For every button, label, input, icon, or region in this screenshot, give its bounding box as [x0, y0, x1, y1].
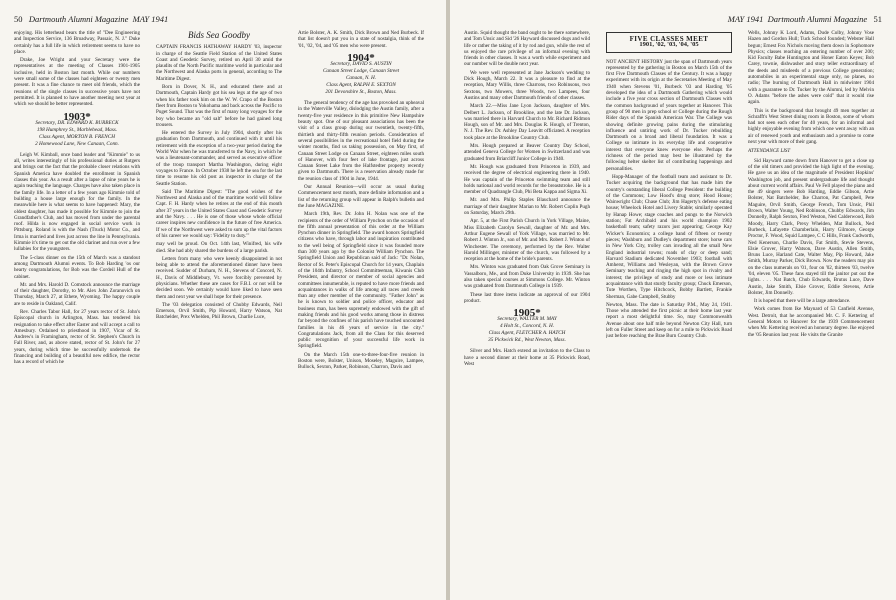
paragraph: Mr. and Mrs. Harold D. Comstock announce the marriage of their daughter, Dorothy, to Mr. Alex John Zoranovich on Thursday, March 27, at Ethete, Wyoming. The happy couple are to reside in Oakland, Calif.: [14, 281, 140, 307]
paragraph: Letters from many who were keenly disappointed in not being able to attend the aforementioned dinner have been received. Sudder of Durham, N. H., Stevens of Concord, N. H., Davis of Middlebury, Vt. were forcibly prevented by physicians. Whether these are cases for F.B.I. or not will be decided soon. We certainly would have liked to have seen them and next year we shall hope for their presence.: [156, 255, 282, 300]
paragraph: Born in Dover, N. H., and educated there and at Dartmouth, Captain Hardy got his sea legs at the age of two when his father took him on the W. W. Crapo of the Boston fleet from Boston to Yokohama and back across the Pacific to Puget Sound. That was the first of many long voyages for the boy who became an "old salt" before he had gained long trousers.: [156, 84, 282, 128]
paragraph: Austin. Squid thought the band ought to be there somewhere, and Tom Unsic and Sid '26 Hayward discussed dogs and wild life or rather the taking of it by rod and gun, while the rest of us enjoyed the rare privilege of an informal evening with friends in other classes. It was a worth while experiment and our number will be double next year.: [464, 30, 590, 68]
paragraph: The '03 delegation consisted of Chubby Edwards, Neil Emerson, Orvil Smith, Pip Howard, Harry Watson, Nat Batchelder, Prex Whelden, Phil Brown, Charlie Luce,: [156, 301, 282, 321]
paragraph: Work comes from Ike Maynard of 53 Canfield Avenue, West. Detroit, that he accompanied Mr. C. F. Kettering of General Motors to Hanover for the 1939 Commencement when Mr. Kettering received an honorary degree. Ike enjoyed the '05 Reunion last year. He visits the Granite: [748, 306, 874, 338]
right-page-header: [728, 14, 882, 24]
attendance-list: Sid Hayward came down from Hanover to get a close up of the old timers and provided the high light of the evening. He gave us an idea of the magnitude of President Hopkins' Washington job, and present undergraduate life and thought about current world affairs. Paul Ve Fell played the piano and the 49 singers were Bob Harding, Eddie Gibson, Artie Bolster, Nat Batchelder, Ike Charron, Pat Campbell, Pete Maguire, Orvil Smith, George French, Tom Unsic, Phil Brown, Walter Young, Ned Robinson, Chubby Edwards, Jim Donnelly, Ralph Sexton, Fred Weston, Ned Calderwood, Bob Moody, Harry Clark, Prexy Whelden, Mat Bullock, Ned Burbeck, Lafayette Chamberlain, Harry Gilmore, George Proctor, F. Wood, Squid Lampee, C C Hills, Frank Cudworth, Ned Kenerson, Charlie Davis, Fat Smith, Stevie Stevens, Elsie Grover, Harry Watson, Dave Austin, Allen Smith, Bruns Luce, Harland Cate, Walter May, Pip Howard, Jake Smith, Murray Parker, Dick Brown. Now the readers may pin on the class numerals on '01, four on '02, thirteen '03, twelve '04, eleven '05. These fans stayed till the janitor put out the lights. . . . Nat Batch, Chub Edwards, Brutus Luce, Dave Austin, Jake Smith, Elsie Grover, Eddie Stevens, Artie Bolster, Jim Donnelly.: [748, 157, 874, 296]
paragraph: March 22.—Miss Jane Lyon Jackson, daughter of Mrs. Delbert L. Jackson, of Brookline, and the late Dr. Jackson, was married there in Harvard Church to Mr. Richard Ridmon Hough, son of Mr. and Mrs. Douglas R. Hough, of Trenton, N. J. The Rev. Dr. Ashley Day Leavitt officiated. A reception took place at the Brookline Country Club.: [464, 103, 590, 141]
class-secretary: Secretary, DR. EDWARD K. BURBECK: [35, 119, 119, 126]
page-number: 51: [873, 14, 882, 24]
left-page-header: [14, 14, 168, 24]
class-secretary-address: 198 Humphrey St., Marblehead, Mass.: [36, 126, 118, 133]
column-left-2: [156, 30, 282, 590]
paragraph: This is the background that brought 49 men together at Schrafft's West Street dining room in Boston, some of whom had not seen each other for 40 years, for an informal and highly enjoyable evening from which one went away with an air of renewed youth and enthusiasm and a promise to come next year with more of their gang.: [748, 107, 874, 146]
class-heading-1904: [298, 51, 424, 96]
article-heading: Bids Sea Goodby: [188, 30, 250, 40]
magazine-title: Dartmouth Alumni Magazine: [28, 14, 129, 24]
right-page: [450, 0, 896, 600]
class-secretary: Secretary, WALTER M. MAY: [497, 316, 557, 323]
paragraph: Our Annual Reunion—will occur as usual during Commencement next month, more definite information and a list of the returning group will appear in Ralph's bulletin and the June MAGAZINE.: [298, 184, 424, 209]
paragraph: Mr. Hough was graduated from Princeton in 1939, and received the degree of electrical engineering there in 1940. He was captain of the Princeton swimming team and still holds national and world records for the breaststroke. He is a member of Quadrangle Club, Phi Beta Kappa and Sigma Xi.: [464, 163, 590, 196]
magazine-title: Dartmouth Alumni Magazine: [767, 14, 868, 24]
paragraph: Drake, Joe Wright and your Secretary were the representatives at the meeting of Classes 1901-1905 inclusive, held in Boston last month. While our numbers were small some of the classes had eighteen or twenty men present. It was a fine chance to meet old friends, which the reunions of the single classes in successive years have not permitted. It is planned to have another meeting next year at which we should be better represented.: [14, 57, 140, 108]
paragraph: Silver and Mrs. Hatch extend an invitation to the Class to have a second dinner at their home at 35 Pickwick Road, West: [464, 348, 590, 368]
class-secretary-address: Canaan Street Lodge, Canaan Street: [322, 68, 400, 75]
paragraph: Newton, Mass. The date is Saturday P.M., May 24, 1941. Those who attended the first picnic at their home last year report a most delightful time. So, may Commonwealth Avenue about one half mile beyond Newton City Hall, turn left on Fuller Street and keep on for a mile to Pickwick Road just before reaching the Brae Burn Country Club.: [606, 301, 732, 340]
class-secretary-address: 4 Holt St., Concord, N. H.: [500, 323, 554, 330]
box-title: FIVE CLASSES MEET: [629, 35, 709, 43]
paragraph: CAPTAIN FRANCIS HATHAWAY HARDY '03, inspector in charge of the Seattle Field Station of the United States Coast and Geodetic Survey, retired on April 30 amid the plaudits of the North Pacific maritime world in particular and the Northwest and Alaska ports in general, according to The Maritime Digest.: [156, 44, 282, 82]
issue-date: MAY 1941: [727, 14, 764, 24]
paragraph: Apr. 5, at the First Parish Church in York Village, Maine, Miss Elizabeth Carolyn Sewall, daughter of Mr. and Mrs. Arthur Eugene Sewall of York Village, was married to Mr. Robert J. Winton Jr., son of Mr. and Mrs. Robert J. Winton of Winchester. The ceremony, performed by the Rev. Walter Harold Millinger, minister of the church, was followed by a reception at the home of the bride's parents.: [464, 218, 590, 263]
paragraph: enjoying. His letterhead bears the title of "Dee Engineering and Inspection Service, 136 Broadway, Passaic, N. J." Duke certainly has a full life in which retirement seems to have no place.: [14, 30, 140, 55]
paragraph: Rev. Charles Tabor Hall, for 27 years rector of St. John's Episcopal church in Arlington, Mass. has tendered his resignation to take effect after Easter and will accept a call to Amesbury. Ordained to priesthood in 1907, Vicar of St. Andrew's in Framingham, rector of St. Stephen's Church in Fall River, and, as above stated, rector of St. John's for 27 years, during which time he successfully undertook the financing and building of a beautiful new edifice, the rector has a record of which he: [14, 308, 140, 366]
class-heading-1903: [14, 110, 140, 148]
paragraph: NOT ANCIENT HISTORY just the span of Dartmouth years represented by the gathering in Boston on March 15th of the first Five Dartmouth Classes of the Century. It was a happy experiment with its origin at the Secretaries Meeting of May 1940 when Stevens '01, Burbeck '03 and Harding '05 developed the idea of a Dartmouth Gathering which would include a five year cross section of Dartmouth Classes with the common background of years together at Hanover. This group of 90 men in prep school or College during the Rough Rider days of the Spanish American War. The College was showing definite growing pains during the stimulating influence and untiring work of Dr. Tucker rebuilding Dartmouth on a broad and liberal foundation. It was a College so intimate in its everyday life and cooperative interest that everyone knew everyone else. Perhaps the richness of the period may best be illustrated by the following helter skelter list of contributing happenings and personalities.: [606, 58, 732, 172]
paragraph: Mrs. Hough prepared at Beaver Country Day School, attended Geneva College for Women in Switzerland and was graduated from Briarcliff Junior College in 1940.: [464, 143, 590, 162]
column-left-1: [14, 30, 140, 590]
paragraph: Wells, Johnny K Lord, Adams, Dude Colby, Johnny Vose Hazen and Gordon Hull; Tuck School founded; Webster Hall begun; Ernest Fox Nichols moving them down in Sophomore Physics; classes reaching an entering number of over 200; Kid Faculty Babe Huntington and Honer Eaton Keyes; Bob Carey, townie, dishwasher and story teller extraordinary of the deeds and misdeeds of a previous College generation; automobiles in an experimental stage only, no planes, no radio; The burning of Dartmouth Hall in midwinter 1904 with a guarantee to Dr. Tucker by the Alumni, led by Melvin O. Adams "before the ashes were cold" that it would rise again.: [748, 30, 874, 106]
paragraph: These last three items indicate an approval of our 1904 product.: [464, 291, 590, 304]
page-number: 50: [14, 14, 23, 24]
class-year: 1905*: [513, 307, 541, 320]
paragraph: Mrs. Winton was graduated from Oak Grove Seminary in Vassalboro, Me., and from Duke University in 1939. She has also taken special courses at Simmons College. Mr. Winton was graduated from Dartmouth College in 1939.: [464, 264, 590, 290]
class-agent: Class Agent, RALPH E. SEXTON: [326, 82, 396, 89]
class-year: 1904*: [347, 51, 375, 64]
class-agent-address: 2 Homewood Lane, New Canaan, Conn.: [35, 140, 119, 147]
class-secretary-address-2: Canaan, N. H.: [345, 75, 377, 82]
class-agent: Class Agent, MORTON B. FRENCH: [39, 133, 115, 140]
class-year: 1903*: [63, 110, 91, 123]
column-left-3: [298, 30, 424, 590]
class-agent: Class Agent, FLETCHER A. HATCH: [488, 330, 566, 337]
column-right-1: [464, 30, 590, 590]
attendance-heading: ATTENDANCE LIST: [748, 149, 791, 155]
paragraph: On the March 15th one-to-three-four-five reunion in Boston were, Bolster, Unison, Moseley, Maguire, Lampee, Bullock, Sexton, Parker, Robinson, Charron, Davis and: [298, 351, 424, 371]
paragraph: Mr. and Mrs. Philip Staples Blauchard announce the marriage of their daughter Marian to Mr. Robert Coplin Pugh on Saturday, March 29th.: [464, 197, 590, 217]
column-right-3: [748, 30, 874, 590]
box-subtitle: 1901, '02, '03, '04, '05: [639, 41, 699, 49]
paragraph: Said The Maritime Digest: "The good wishes of the Northwest and Alaska and of the maritime world will follow Capt. F. H. Hardy when he retires at the end of this month after 37 years in the United States Coast and Geodetic Survey and the Navy. . . . He is one of those whose whole official career inspires new confidence in the future of free America. If we of the Northwest were asked to sum up the vital factors of his career we would say: 'Fidelity to duty.'": [156, 188, 282, 239]
class-heading-1905: [464, 307, 590, 344]
paragraph: The general tendency of the age has provoked an upheaval in the Waterville Valley, dislodging the Austin family, after a twenty-five year residence in this primitive New Hampshire beauty spot. One of our pleasant associations has been the visit of a class group during our twentieth, twenty-fifth, thirtieth and thirty-fifth reunion periods. Consideration of several possibilities in the recreational hotel field during the winter months, find us taking possession, on May first, of Canaan Street Lodge on Canaan Street, eighteen miles south of Hanover, with four feet of lake frontage, just across Canaan Street Lake from the Halfstedter property recently given to Dartmouth. There is a reservation already made for the reunion class of 1904 in June, 1944.: [298, 100, 424, 182]
paragraph: may well be proud. On Oct. 14th last, Winifred, his wife died. She had ably shared the burdens of a large parish.: [156, 241, 282, 254]
paragraph: Leigh W. Kimball, once band leader and "Kimmie" to us all, writes interestingly of his professional duties at Rutgers and brings out the fact that the probable closer relations with Spanish America have doubled the enrollment in Spanish classes this year. As a result after a lapse of nine years he is again teaching the language. Charges have also taken place in the family life. In a letter of a few years ago Kimmie told of building a house large enough for the family. In the meanwhile here is what seems to have happened: Mary, the oldest daughter, has made it possible for Kimmie to join the Grandfather's Club, and has moved from under the parental roof. Hilda is now engaged in social service work in Pittsburg. Roland is with the Nash (Truck) Motor Co., and Irma is married and lives just across the line in Pennsylvania. Kimmie it's time to get out the old clarinet and run over a few lullabies for the youngsters.: [14, 151, 140, 253]
paragraph: Artie Bolster, A. K. Smith, Dick Brown and Ned Burbeck. If that list doesn't put you in a state of nostalgia, think of the '01, '02, '04, and '05 men who were present.: [298, 30, 424, 49]
left-page: [0, 0, 446, 600]
paragraph: March 19th, Rev. Dr. John H. Nolan was one of the recipients of the order of William Pynchon on the occasion of the fifth annual presentation of this order at the William Pynchon dinner in Springfield. The award honors Springfield citizens who have, through labor and inspiration contributed to the well being of Springfield since it was founded more than 300 years ago by the Colonist William Pynchon. The Springfield Union and Republican said of Jack: "Dr. Nolan, Rector of St. Peter's Episcopal Church for 14 years, Chaplain of the 104th Infantry, School Committeeman, Kiwanis Club President, and director or member of social agencies and committees innumerable, is reputed to have more friends and acquaintances in walks of life among all races and creeds than any other member of the community. "Father John" as he is known to soldier and police officer, educator and business man, has been supremely endowed with the gift of making friends and his good works among those in distress far beyond the confines of his parish have touched uncounted families in his 46 years of service in the city." Congratulations Jack, from all the Class for this deserved public recognition of your successful life work in Springfield.: [298, 211, 424, 350]
five-classes-box: [606, 32, 732, 53]
paragraph: He entered the Survey in July 1904, shortly after his graduation from Dartmouth, and continued with it until his retirement with the exception of a two-year period during the World War when he was transferred to the Navy, in which he was a lieutenant-commander, and served as executive officer of the troop transport Martha Washington, during eight voyages to France. In October 1938 he left the sea for the last time to resume his old post as inspector in charge of the Seattle Station.: [156, 130, 282, 187]
issue-date: MAY 1941: [132, 14, 169, 24]
class-agent-address: 201 Devonshire St., Boston, Mass.: [325, 89, 397, 96]
column-right-2: [606, 30, 732, 590]
paragraph: Hopp-Manager of the football team and assistant to Dr. Tucker acquiring the background that has made him the country's outstanding liberal College President: the building of the Commons; Low Hood's drug store; Hood House; Wainwright Club; Chase Club; Jim Hagerty's defense eating house; Wheelock Hotel and Livery Stable; similarly operated by Hanap Howe; stage coaches and pungs to the Norwich station; Fat Archibald and his world champion 1902 basketball team; safety razors just appearing; George Kay Wicker's Economics; a college band of fifteen or twenty pieces; Washburn and Dudley's department store; horse cars in New York City, trolley cars invading all the small New England industrial towns; roads of clay or deep sand; Harvard Stadium dedicated November 1903; football with Amherst, Williams and Wesleyan, with the Brown Grove Seminary teaching and ringing the high spot in rivalry and interest; the privilege of study and more or less intimate acquaintance with that sturdy faculty group; Chuck Emerson, Tute Worthen, Type Hitchcock, Bobby Bartlett, Frankie Sherman, Gabe Campbell, Stubby: [606, 173, 732, 300]
paragraph: The 5-class dinner on the 15th of March was a standout among Dartmouth Alumni events. To Bob Harding 'os our hearty congratulations, for Bob was the Cordeil Hull of the cabinet.: [14, 254, 140, 280]
paragraph: It is hoped that there will be a large attendance.: [754, 298, 851, 305]
class-agent-address: 35 Pickwick Rd., West Newton, Mass.: [488, 337, 566, 344]
class-secretary: Secretary, DAVID S. AUSTIN: [330, 61, 392, 68]
paragraph: We were well represented at Jane Jackson's wedding to Dick Hough, March 22. It was a pleasure to find at the reception, Mary Willis, three Charrons, two Robinsons, two Sextons, two Mowers, three Woods, two Lampees, four Austins and many other Dartmouth friends of other classes.: [464, 69, 590, 101]
